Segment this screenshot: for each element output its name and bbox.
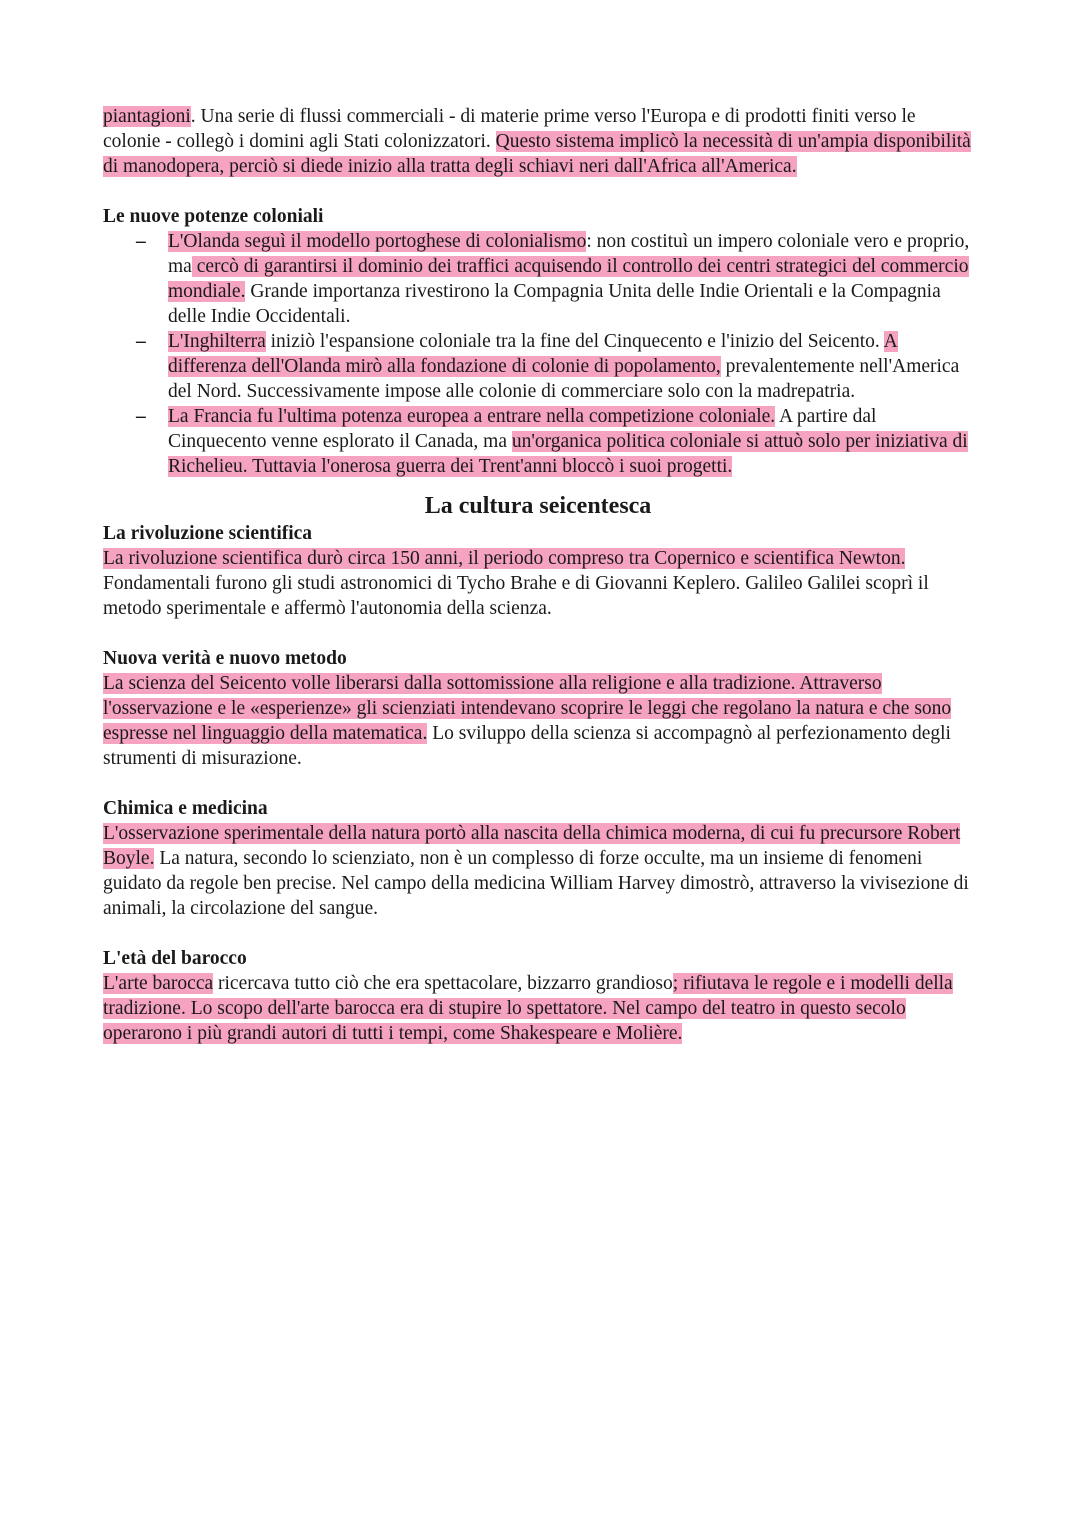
list-item <box>136 329 973 404</box>
text: A partire dal Cinquecento venne esplorato il Canada, ma <box>168 406 877 452</box>
text: : non costituì un impero coloniale vero e proprio, ma <box>168 231 970 277</box>
highlight: L'osservazione sperimentale della natura portò alla nascita della chimica moderna, di cui fu precursore Robert Boyle. <box>103 823 961 869</box>
text: prevalentemente nell'America del Nord. Successivamente impose alle colonie di commerciare solo con la madrepatria. <box>168 356 960 402</box>
dash-bullet: – <box>136 406 146 427</box>
page-title: La cultura seicentesca <box>424 493 652 519</box>
text: iniziò l'espansione coloniale tra la fine del Cinquecento e l'inizio del Seicento. <box>265 331 884 352</box>
text: Grande importanza rivestirono la Compagnia Unita delle Indie Orientali e la Compagnia delle Indie Occidentali. <box>168 281 941 327</box>
dash-bullet: – <box>136 331 146 352</box>
text: Lo sviluppo della scienza si accompagnò al perfezionamento degli strumenti di misurazione. <box>103 723 951 769</box>
text: Fondamentali furono gli studi astronomici di Tycho Brahe e di Giovanni Keplero. Galileo Galilei scoprì il metodo sperimentale e affermò l'autonomia della scienza. <box>103 573 929 619</box>
highlight: un'organica politica coloniale si attuò solo per iniziativa di Richelieu. Tuttavia l'onerosa guerra dei Trent'anni bloccò i suoi progetti. <box>168 431 968 477</box>
method-paragraph <box>103 671 973 771</box>
highlight: La rivoluzione scientifica durò circa 150 anni, il periodo compreso tra Copernico e scientifica Newton. <box>103 548 906 569</box>
highlight: L'Olanda seguì il modello portoghese di colonialismo <box>168 231 587 252</box>
text: . Una serie di flussi commerciali - di materie prime verso l'Europa e di prodotti finiti verso le colonie - collegò i domini agli Stati colonizzatori. <box>103 106 916 152</box>
highlight: cercò di garantirsi il dominio dei traffici acquisendo il controllo dei centri strategici del commercio mondiale. <box>168 256 969 302</box>
section-heading-method: Nuova verità e nuovo metodo <box>103 648 347 669</box>
text: La natura, secondo lo scienziato, non è un complesso di forze occulte, ma un insieme di fenomeni guidato da regole ben precise. Nel campo della medicina William Harvey dimostrò, attraverso la vivisezione di animali, la circolazione del sangue. <box>103 848 969 919</box>
highlight: A differenza dell'Olanda mirò alla fondazione di colonie di popolamento, <box>168 331 898 377</box>
highlight: L'arte barocca <box>103 973 214 994</box>
intro-paragraph <box>103 104 973 179</box>
highlight: La Francia fu l'ultima potenza europea a entrare nella competizione coloniale. <box>168 406 776 427</box>
highlight: ; rifiutava le regole e i modelli della tradizione. Lo scopo dell'arte barocca era di stupire lo spettatore. Nel campo del teatro in questo secolo operarono i più grandi autori di tutti i tempi, come Shakespeare e Molière. <box>103 973 953 1044</box>
dash-bullet: – <box>136 231 146 252</box>
list-item <box>136 404 973 479</box>
baroque-paragraph <box>103 971 973 1046</box>
colonial-list <box>103 229 973 479</box>
section-heading-chemistry: Chimica e medicina <box>103 798 268 819</box>
text: ricercava tutto ciò che era spettacolare, bizzarro grandioso <box>213 973 673 994</box>
chemistry-paragraph <box>103 821 973 921</box>
list-item <box>136 229 973 329</box>
highlight: Questo sistema implicò la necessità di un'ampia disponibilità di manodopera, perciò si diede inizio alla tratta degli schiavi neri dall'Africa all'America. <box>103 131 971 177</box>
highlight: L'Inghilterra <box>168 331 266 352</box>
highlight: La scienza del Seicento volle liberarsi dalla sottomissione alla religione e alla tradizione. Attraverso l'osservazione e le «esperienze» gli scienziati intendevano scoprire le leggi che regolano la natura e che sono espresse nel linguaggio della matematica. <box>103 673 952 744</box>
section-heading-science: La rivoluzione scientifica <box>103 523 313 544</box>
section-heading-colonial: Le nuove potenze coloniali <box>103 206 324 227</box>
science-paragraph <box>103 546 973 621</box>
highlight: piantagioni <box>103 106 191 127</box>
section-heading-baroque: L'età del barocco <box>103 948 247 969</box>
document-body <box>103 104 973 1046</box>
